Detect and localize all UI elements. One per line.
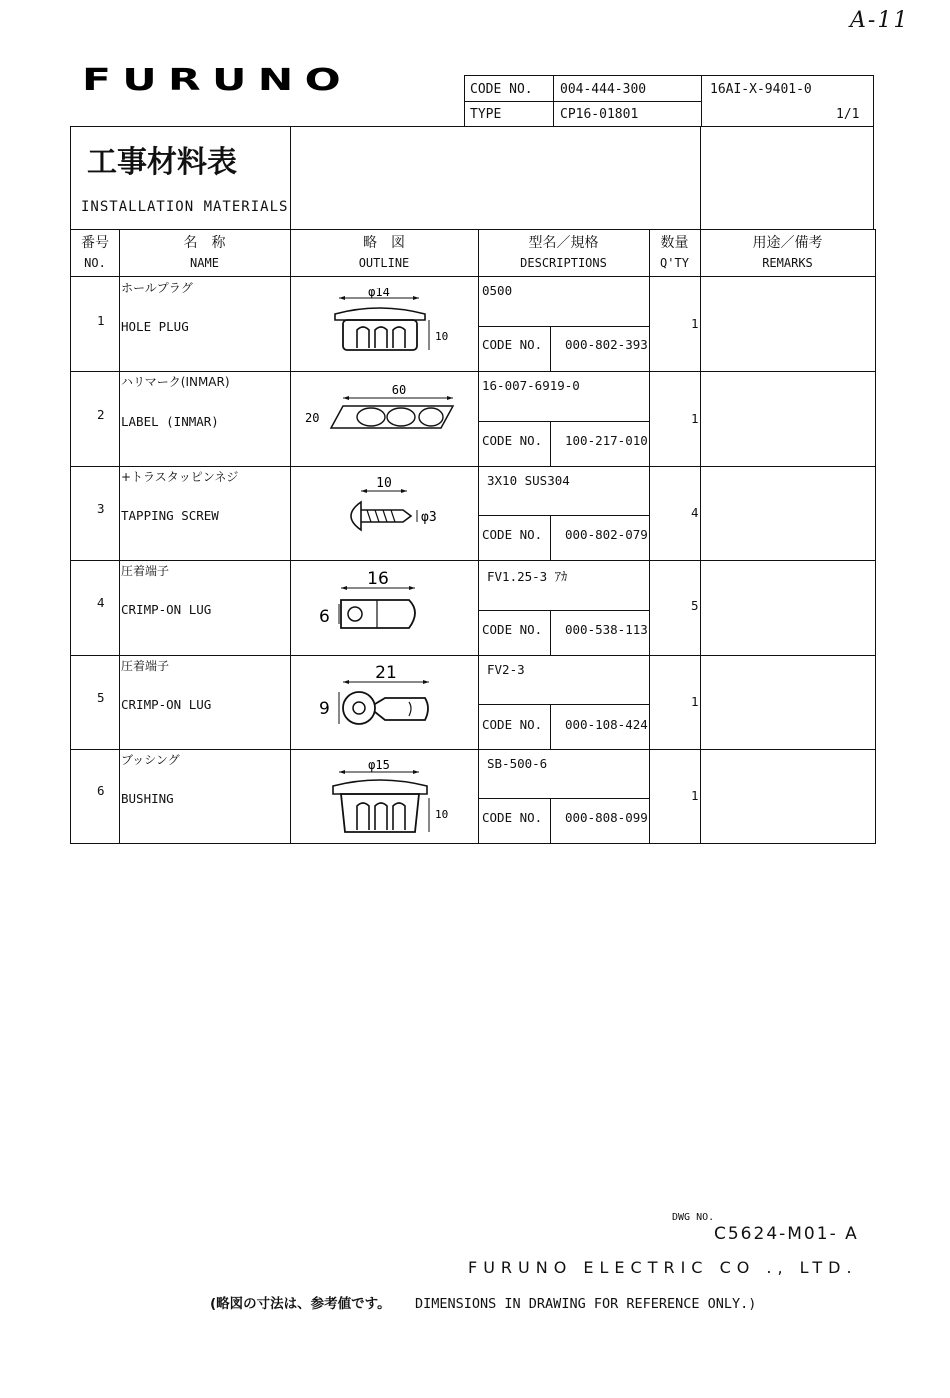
code-label: CODE NO. xyxy=(482,433,543,448)
item-number: 2 xyxy=(97,407,105,422)
item-description: 16-007-6919-0 xyxy=(482,378,580,393)
title-block xyxy=(70,126,874,230)
item-name-en: HOLE PLUG xyxy=(121,319,189,334)
crimp-lug-drawing xyxy=(307,566,437,641)
code-label: CODE NO. xyxy=(482,527,543,542)
item-code: 000-802-393 xyxy=(565,337,648,352)
reference-note-jp: (略図の寸法は、参考値です。 xyxy=(210,1296,391,1312)
item-description: FV1.25-3 ｱｶ xyxy=(487,569,568,584)
dim-length: 10 xyxy=(376,476,392,491)
item-name-jp: 圧着端子 xyxy=(121,659,170,673)
header-table xyxy=(464,75,874,127)
hole-plug-drawing xyxy=(311,288,461,363)
item-qty: 1 xyxy=(691,788,699,803)
reference-note-en: DIMENSIONS IN DRAWING FOR REFERENCE ONLY.) xyxy=(415,1296,757,1312)
dim-height: 20 xyxy=(305,411,320,425)
item-code: 100-217-010 xyxy=(565,433,648,448)
code-label: CODE NO. xyxy=(482,337,543,352)
dim-height: 10 xyxy=(435,808,449,821)
item-name-en: BUSHING xyxy=(121,791,174,806)
dim-diameter: φ15 xyxy=(368,758,390,772)
item-name-en: LABEL (INMAR) xyxy=(121,414,219,429)
item-code: 000-802-079 xyxy=(565,527,648,542)
type-label: TYPE xyxy=(470,107,502,122)
item-code: 000-808-099 xyxy=(565,810,648,825)
item-name-en: CRIMP-ON LUG xyxy=(121,697,212,712)
dim-width: 9 xyxy=(319,699,330,719)
item-number: 6 xyxy=(97,783,105,798)
item-description: SB-500-6 xyxy=(487,756,548,771)
col-name-header: 名 称 NAME xyxy=(183,235,226,270)
dim-width: 60 xyxy=(391,383,407,397)
furuno-logo xyxy=(82,66,354,92)
col-outline-header: 略 図 OUTLINE xyxy=(358,235,410,270)
ring-lug-drawing xyxy=(313,660,443,735)
item-code: 000-538-113 xyxy=(565,622,648,637)
item-qty: 4 xyxy=(691,505,699,520)
company-name: FURUNO ELECTRIC CO ., LTD. xyxy=(468,1258,858,1277)
doc-number: 16AI-X-9401-0 xyxy=(710,82,812,97)
item-qty: 1 xyxy=(691,411,699,426)
item-description: 0500 xyxy=(482,283,513,298)
col-remarks-header: 用途／備考 REMARKS xyxy=(752,235,823,270)
dim-diameter: φ3 xyxy=(421,510,437,525)
item-name-jp: ハリマーク(INMAR) xyxy=(121,375,230,389)
item-name-en: CRIMP-ON LUG xyxy=(121,602,212,617)
item-code: 000-108-424 xyxy=(565,717,648,732)
code-label: CODE NO. xyxy=(482,810,543,825)
dwg-number: C5624-M01- A xyxy=(714,1224,859,1244)
code-no-label: CODE NO. xyxy=(470,82,533,97)
svg-text:FURUNO: FURUNO xyxy=(82,66,352,92)
materials-table xyxy=(70,229,876,844)
item-number: 3 xyxy=(97,501,105,516)
item-name-jp: 圧着端子 xyxy=(121,564,170,578)
item-number: 4 xyxy=(97,595,105,610)
page-number: 1/1 xyxy=(836,107,860,122)
item-qty: 1 xyxy=(691,316,699,331)
code-label: CODE NO. xyxy=(482,717,543,732)
item-name-en: TAPPING SCREW xyxy=(121,508,219,523)
dim-height: 10 xyxy=(435,330,449,343)
dim-diameter: φ14 xyxy=(368,288,390,299)
dwg-label: DWG NO. xyxy=(672,1212,715,1223)
code-label: CODE NO. xyxy=(482,622,543,637)
col-qty-header: 数量 Q'TY xyxy=(660,235,689,270)
item-description: FV2-3 xyxy=(487,662,525,677)
reference-note xyxy=(210,1292,756,1312)
label-drawing xyxy=(303,380,463,450)
screw-drawing xyxy=(333,472,453,542)
title-japanese: 工事材料表 xyxy=(87,145,237,180)
dim-length: 16 xyxy=(367,569,389,589)
col-desc-header: 型名／規格 DESCRIPTIONS xyxy=(520,235,607,270)
type-value: CP16-01801 xyxy=(560,107,639,122)
bushing-drawing xyxy=(311,758,461,840)
item-name-jp: +トラスタッピンネジ xyxy=(121,470,239,484)
corner-mark: A-11 xyxy=(850,8,910,33)
item-name-jp: ブッシング xyxy=(121,753,180,767)
item-qty: 1 xyxy=(691,694,699,709)
code-no-value: 004-444-300 xyxy=(560,82,647,97)
dim-length: 21 xyxy=(375,663,397,683)
dim-width: 6 xyxy=(319,607,330,627)
col-no-header: 番号 NO. xyxy=(81,235,109,270)
item-name-jp: ホールプラグ xyxy=(121,281,193,295)
item-number: 1 xyxy=(97,313,105,328)
item-number: 5 xyxy=(97,690,105,705)
item-qty: 5 xyxy=(691,598,699,613)
title-english: INSTALLATION MATERIALS xyxy=(81,199,289,215)
item-description: 3X10 SUS304 xyxy=(487,473,570,488)
